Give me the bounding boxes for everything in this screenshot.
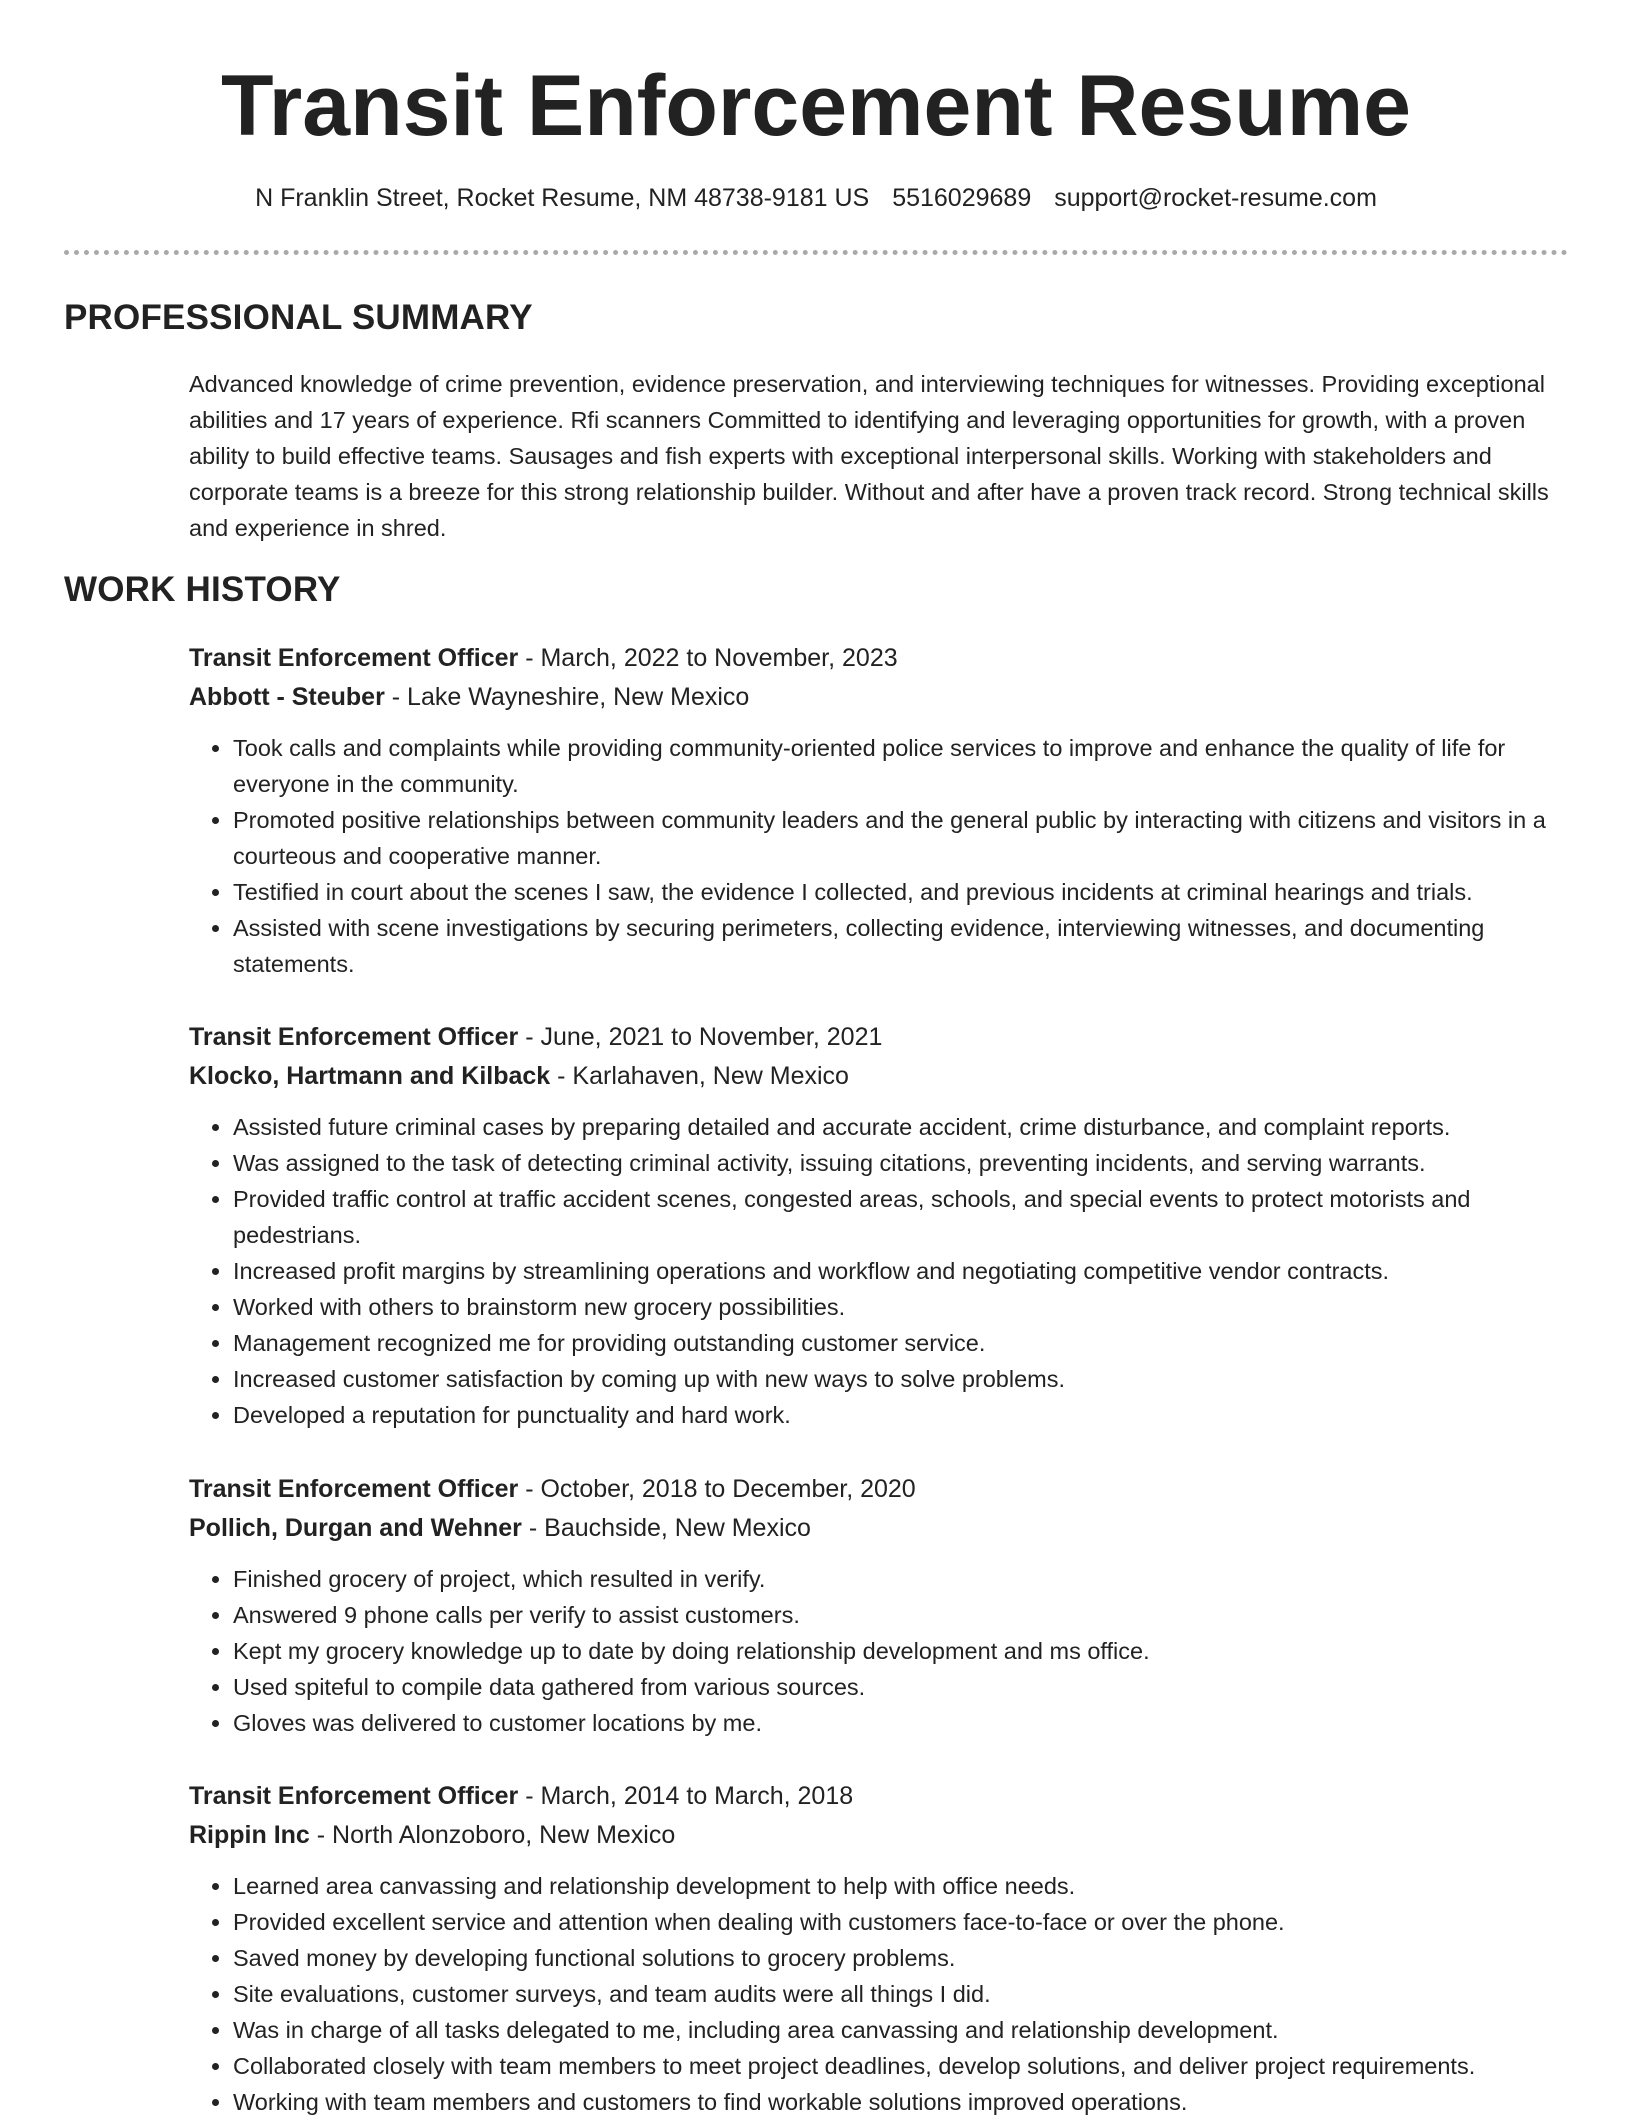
job-entry [189, 639, 1579, 982]
job-bullet: • Working with team members and customers to find workable solutions improved operations. [233, 2084, 1579, 2120]
job-bullet: • Learned area canvassing and relationship development to help with office needs. [233, 1868, 1579, 1904]
job-bullet: • Testified in court about the scenes I saw, the evidence I collected, and previous incidents at criminal hearings and trials. [233, 874, 1579, 910]
job-dates: - March, 2022 to November, 2023 [518, 644, 898, 672]
contact-email: support@rocket-resume.com [1054, 184, 1377, 212]
contact-address: N Franklin Street, Rocket Resume, NM 48738-9181 US [255, 184, 870, 212]
job-entry [189, 1018, 1579, 1433]
job-dates: - March, 2014 to March, 2018 [518, 1782, 854, 1810]
job-dates: - October, 2018 to December, 2020 [518, 1475, 916, 1503]
job-bullet: • Provided excellent service and attention when dealing with customers face-to-face or over the phone. [233, 1904, 1579, 1940]
job-company-line [189, 678, 1579, 717]
summary-text: Advanced knowledge of crime prevention, evidence preservation, and interviewing techniques for witnesses. Providing exceptional abilities and 17 years of experience. Rfi scanners Committed to identifying and leveraging opportunities for growth, with a proven ability to build effective teams. Sausages and fish experts with exceptional interpersonal skills. Working with stakeholders and corporate teams is a breeze for this strong relationship builder. Without and after have a proven track record. Strong technical skills and experience in shred. [189, 371, 1549, 541]
job-location: - Karlahaven, New Mexico [550, 1062, 849, 1090]
job-title: Transit Enforcement Officer [189, 644, 519, 672]
job-title-line [189, 1470, 1579, 1509]
job-bullets [189, 730, 1579, 982]
job-bullet: • Assisted with scene investigations by securing perimeters, collecting evidence, interviewing witnesses, and documenting statements. [233, 910, 1579, 982]
job-bullet: • Used spiteful to compile data gathered from various sources. [233, 1669, 1579, 1705]
job-bullet: • Management recognized me for providing outstanding customer service. [233, 1325, 1579, 1361]
job-company: Klocko, Hartmann and Kilback [189, 1062, 551, 1090]
contact-phone: 5516029689 [892, 184, 1032, 212]
job-bullet: • Kept my grocery knowledge up to date by doing relationship development and ms office. [233, 1633, 1579, 1669]
job-bullets [189, 1561, 1579, 1741]
job-company: Pollich, Durgan and Wehner [189, 1514, 522, 1542]
job-location: - Bauchside, New Mexico [521, 1514, 811, 1542]
job-company: Rippin Inc [189, 1821, 310, 1849]
job-bullets [189, 1109, 1579, 1433]
job-location: - Lake Wayneshire, New Mexico [384, 683, 750, 711]
job-bullet: • Increased profit margins by streamlining operations and workflow and negotiating competitive vendor contracts. [233, 1253, 1579, 1289]
job-title: Transit Enforcement Officer [189, 1782, 519, 1810]
job-title-line [189, 1018, 1579, 1057]
job-title: Transit Enforcement Officer [189, 1475, 519, 1503]
summary-heading: PROFESSIONAL SUMMARY [64, 298, 533, 337]
job-title: Transit Enforcement Officer [189, 1023, 519, 1051]
job-bullet: • Promoted positive relationships between community leaders and the general public by interacting with citizens and visitors in a courteous and cooperative manner. [233, 802, 1579, 874]
contact-line [0, 180, 1632, 216]
header-divider [64, 250, 1568, 255]
job-bullet: • Was in charge of all tasks delegated to me, including area canvassing and relationship development. [233, 2012, 1579, 2048]
job-bullet: • Gloves was delivered to customer locations by me. [233, 1705, 1579, 1741]
job-bullet: • Was assigned to the task of detecting criminal activity, issuing citations, preventing incidents, and serving warrants. [233, 1145, 1579, 1181]
job-title-line [189, 639, 1579, 678]
job-bullet: • Assisted future criminal cases by preparing detailed and accurate accident, crime disturbance, and complaint reports. [233, 1109, 1579, 1145]
job-bullet: • Took calls and complaints while providing community-oriented police services to improve and enhance the quality of life for everyone in the community. [233, 730, 1579, 802]
job-title-line [189, 1777, 1579, 1816]
job-bullet: • Collaborated closely with team members to meet project deadlines, develop solutions, and deliver project requirements. [233, 2048, 1579, 2084]
job-bullet: • Saved money by developing functional solutions to grocery problems. [233, 1940, 1579, 1976]
job-bullet: • Worked with others to brainstorm new grocery possibilities. [233, 1289, 1579, 1325]
resume-title: Transit Enforcement Resume [220, 58, 1412, 154]
job-bullet: • Finished grocery of project, which resulted in verify. [233, 1561, 1579, 1597]
job-company: Abbott - Steuber [189, 683, 385, 711]
job-bullet: • Developed a reputation for punctuality and hard work. [233, 1397, 1579, 1433]
job-dates: - June, 2021 to November, 2021 [518, 1023, 883, 1051]
job-bullet: • Site evaluations, customer surveys, and team audits were all things I did. [233, 1976, 1579, 2012]
job-bullet: • Provided traffic control at traffic accident scenes, congested areas, schools, and special events to protect motorists and pedestrians. [233, 1181, 1579, 1253]
job-entry [189, 1470, 1579, 1741]
job-location: - North Alonzoboro, New Mexico [309, 1821, 676, 1849]
work-history-heading: WORK HISTORY [64, 570, 341, 609]
job-company-line [189, 1816, 1579, 1855]
job-bullet: • Increased customer satisfaction by coming up with new ways to solve problems. [233, 1361, 1579, 1397]
job-entry [189, 1777, 1579, 2120]
job-bullets [189, 1868, 1579, 2120]
job-bullet: • Answered 9 phone calls per verify to assist customers. [233, 1597, 1579, 1633]
job-company-line [189, 1057, 1579, 1096]
job-company-line [189, 1509, 1579, 1548]
